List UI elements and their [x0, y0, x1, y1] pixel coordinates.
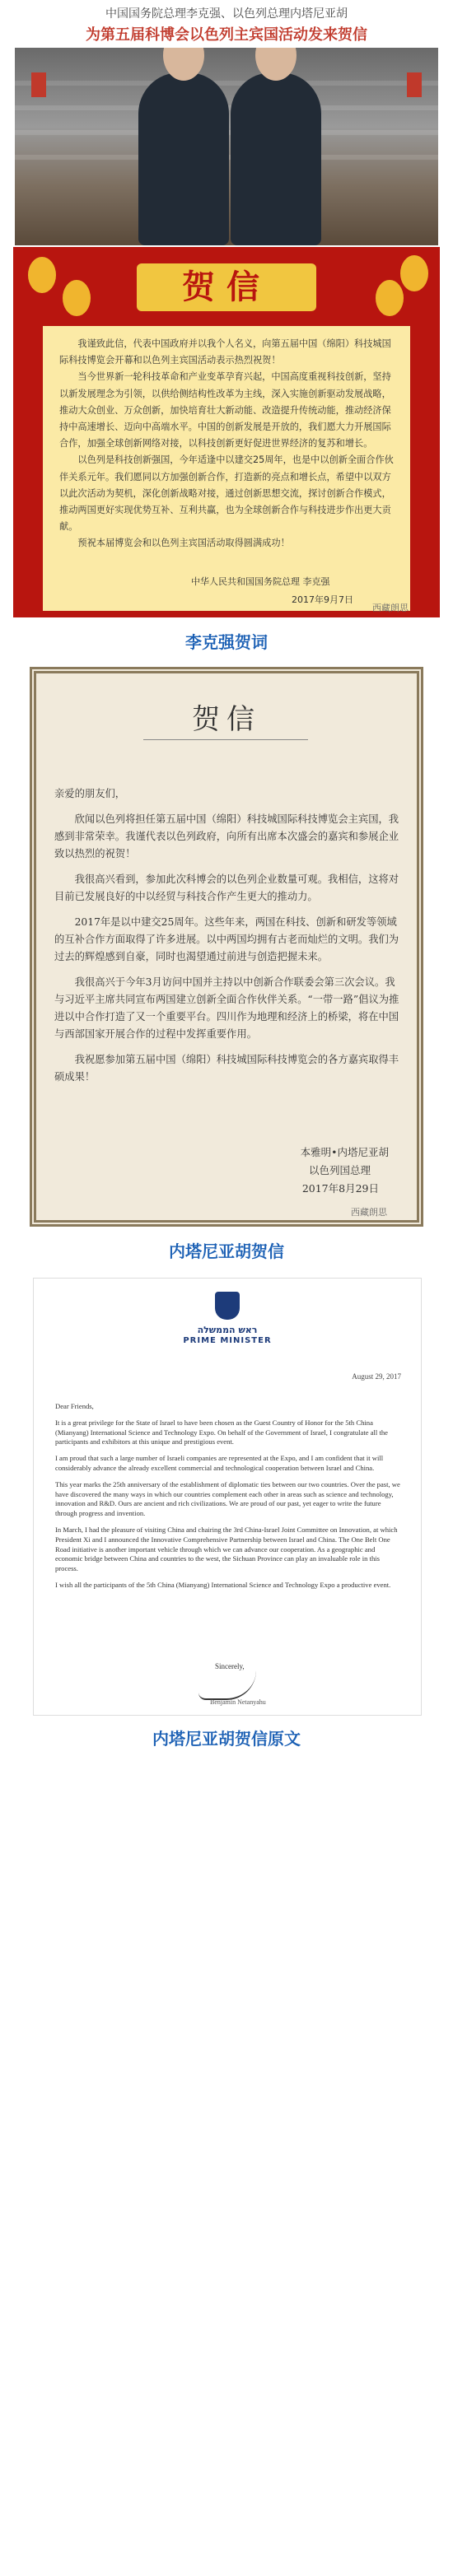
paragraph: 我很高兴于今年3月访问中国并主持以中创新合作联委会第三次会议。我与习近平主席共同宣布两国建立创新全面合作伙伴关系。“一带一路”倡议为推进以中合作打造了又一个重要平台。四川作为地理和经济上的桥梁，将在中国与西部国家开展合作的过程中发挥重要作用。	[54, 976, 399, 1040]
paragraph: 我谨致此信，代表中国政府并以我个人名义，向第五届中国（绵阳）科技城国际科技博览会开幕和以色列主宾国活动表示热烈祝贺！	[59, 338, 391, 366]
signature-name: Benjamin Netanyahu	[210, 1698, 266, 1706]
paragraph: 当今世界新一轮科技革命和产业变革孕育兴起，中国高度重视科技创新，坚持以新发展理念为引领，以供给侧结构性改革为主线，深入实施创新驱动发展战略，推动大众创业、万众创新，加快培育壮大新动能、改造提升传统动能，推动经济保持中高速增长、迈向中高端水平。中国的创新发展是开放的，我们愿大力开展国际合作，加强全球创新网络对接，以科技创新更好促进世界经济的复苏和增长。	[59, 371, 391, 450]
paragraph: 我祝愿参加第五届中国（绵阳）科技城国际科技博览会的各方嘉宾取得丰硕成果！	[54, 1054, 399, 1083]
paragraph: In March, I had the pleasure of visiting China and chairing the 3rd China-Israel Joint Committee on Innovation, at which President Xi and I announced the Innovative Comprehensive Partnership between Israel and China. The One Belt One Road initiative is another important vehicle through which we can advance our cooperation. As a geographic and economic bridge between China and countries to the west, the Sichuan Province can play an invaluable role in this process.	[55, 1525, 398, 1573]
caption-original: 内塔尼亚胡贺信原文	[152, 1729, 301, 1749]
closing: Sincerely,	[215, 1662, 245, 1670]
watermark: 西藏朗思	[351, 1207, 387, 1218]
lantern-icon	[63, 280, 91, 316]
paragraph: 以色列是科技创新强国，今年适逢中以建交25周年，也是中以创新全面合作伙伴关系元年。我们愿同以方加强创新合作，打造新的亮点和增长点，希望中以双方以此次活动为契机，深化创新战略对接，通过创新思想交流，探讨创新合作模式，推动两国更好实现优势互补、互利共赢，也为全球创新合作与科技进步作出更大贡献。	[59, 454, 394, 533]
lantern-icon	[28, 257, 56, 293]
menorah-emblem-icon	[215, 1292, 240, 1320]
letter-netanyahu-original	[33, 1278, 422, 1716]
salutation: 亲爱的朋友们，	[54, 788, 126, 799]
office-title: PRIME MINISTER	[183, 1336, 272, 1345]
paragraph: 我很高兴看到，参加此次科博会的以色列企业数量可观。我相信，这将对目前已发展良好的中以经贸与科技合作产生更大的推动力。	[54, 873, 399, 902]
letter-li-keqiang	[13, 247, 440, 617]
signature: 中华人民共和国国务院总理 李克强	[191, 576, 330, 587]
paragraph: It is a great privilege for the State of Israel to have been chosen as the Guest Country of Honor for the 5th China (Mianyang) International Science and Technology Expo. On behalf of the Government of Israel, I congratulate all the participants and exhibitors at this unique and prestigious event.	[55, 1418, 388, 1446]
letter-title: 贺信	[192, 703, 261, 736]
letter-date: 2017年8月29日	[301, 1182, 379, 1195]
letter-body	[55, 1402, 401, 1597]
caption-netanyahu: 内塔尼亚胡贺信	[169, 1241, 284, 1261]
signature-name: 本雅明•内塔尼亚胡	[300, 1146, 389, 1158]
paragraph: 欣闻以色列将担任第五届中国（绵阳）科技城国际科技博览会主宾国，我感到非常荣幸。我谨代表以色列政府，向所有出席本次盛会的嘉宾和参展企业致以热烈的祝贺！	[54, 813, 399, 859]
paragraph: I wish all the participants of the 5th China (Mianyang) International Science and Technology Expo a productive event.	[55, 1580, 391, 1589]
caption-li: 李克强贺词	[185, 632, 268, 652]
divider	[143, 739, 308, 740]
letter-body	[54, 785, 400, 1094]
letter-title: 贺信	[137, 263, 316, 311]
paragraph: 预祝本届博览会和以色列主宾国活动取得圆满成功！	[77, 538, 290, 549]
signature-title: 以色列国总理	[308, 1164, 371, 1176]
letter-body	[59, 336, 394, 552]
watermark: 西藏朗思	[372, 603, 409, 613]
salutation: Dear Friends,	[55, 1402, 94, 1410]
letter-date: August 29, 2017	[352, 1372, 401, 1381]
letter-date: 2017年9月7日	[292, 594, 353, 605]
header-title: 为第五届科博会以色列主宾国活动发来贺信	[86, 26, 367, 44]
paragraph: I am proud that such a large number of Israeli companies are represented at the Expo, and I am confident that it will considerably advance the already excellent commercial and technological cooperation between Israel and China.	[55, 1454, 384, 1472]
letter-netanyahu-chinese	[30, 667, 423, 1227]
handwritten-signature	[198, 1670, 256, 1700]
lantern-icon	[400, 255, 428, 291]
paragraph: 2017年是以中建交25周年。这些年来，两国在科技、创新和研发等领域的互补合作方面取得了许多进展。以中两国均拥有古老而灿烂的文明。我们为过去的辉煌感到自豪，同时也渴望通过前进与创造把握未来。	[54, 916, 399, 962]
header-subtitle: 中国国务院总理李克强、以色列总理内塔尼亚胡	[105, 7, 348, 21]
lantern-icon	[376, 280, 404, 316]
paragraph: This year marks the 25th anniversary of the establishment of diplomatic ties between our two countries. Over the past, we have discovered the many ways in which our countries complement each other in areas such as science and technology, innovation and R&D. Ours are ancient and rich civilizations. We are proud of our past, yet eager to write the future through progress and invention.	[55, 1479, 400, 1518]
office-hebrew: ראש הממשלה	[197, 1325, 258, 1335]
leaders-photo	[15, 48, 438, 245]
